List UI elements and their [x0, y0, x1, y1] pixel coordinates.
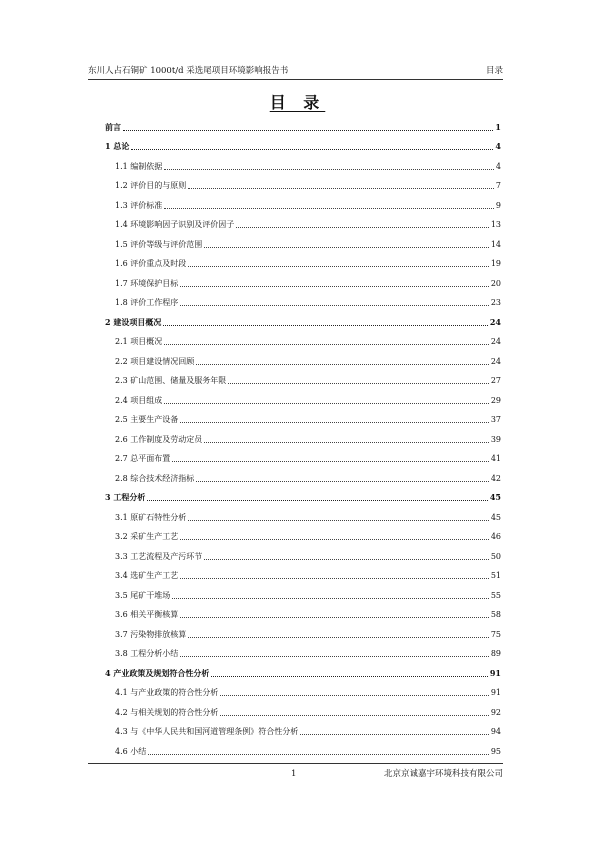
toc-entry-label: 2.3 矿山范围、储量及服务年限	[115, 376, 227, 385]
toc-entry-label: 2.2 项目建设情况回顾	[115, 356, 195, 366]
toc-entry-label: 3.7 污染物排放核算	[115, 629, 187, 639]
header-divider	[88, 79, 503, 80]
toc-entry-page-number: 75	[490, 629, 501, 639]
toc-entry-label: 2.5 主要生产设备	[115, 415, 179, 424]
dot-leader	[204, 247, 489, 248]
dot-leader	[148, 754, 489, 755]
toc-entry-page-number: 92	[490, 707, 501, 717]
dot-leader	[300, 734, 489, 735]
dot-leader	[147, 500, 488, 501]
dot-leader	[180, 422, 489, 423]
toc-entry-page-number: 24	[490, 356, 501, 366]
toc-entry-label: 4.3 与《中华人民共和国河道管理条例》符合性分析	[115, 727, 299, 736]
toc-entry-label: 1.6 评价重点及时段	[115, 259, 187, 268]
toc-entry-page-number: 91	[490, 688, 501, 697]
dot-leader	[180, 617, 489, 618]
toc-entry-label: 1.4 环境影响因子识别及评价因子	[115, 220, 235, 229]
toc-entry-label: 2.1 项目概况	[115, 337, 163, 346]
toc-section-entry[interactable]	[105, 679, 501, 699]
toc-entry-page-number: 1	[495, 121, 501, 132]
toc-entry-page-number: 55	[490, 590, 501, 600]
toc-section-entry[interactable]	[105, 211, 501, 231]
page-header	[88, 64, 503, 78]
dot-leader	[164, 208, 494, 209]
toc-entry-page-number: 51	[490, 571, 501, 580]
footer-divider	[88, 763, 503, 764]
dot-leader	[180, 578, 489, 579]
header-section-label: 目录	[485, 66, 503, 76]
toc-section-entry[interactable]	[105, 289, 501, 309]
toc-section-entry[interactable]	[105, 386, 501, 406]
toc-section-entry[interactable]	[105, 698, 501, 718]
toc-entry-page-number: 94	[490, 727, 501, 736]
dot-leader	[172, 598, 489, 599]
toc-section-entry[interactable]	[105, 269, 501, 289]
toc-entry-label: 3.4 选矿生产工艺	[115, 571, 179, 580]
dot-leader	[164, 344, 489, 345]
dot-leader	[188, 188, 494, 189]
toc-section-entry[interactable]	[105, 406, 501, 426]
dot-leader	[196, 481, 489, 482]
dot-leader	[180, 539, 489, 540]
toc-entry-label: 4.1 与产业政策的符合性分析	[115, 688, 219, 697]
toc-entry-page-number: 20	[490, 278, 501, 288]
dot-leader	[180, 286, 489, 287]
dot-leader	[164, 403, 489, 404]
toc-entry-page-number: 37	[490, 415, 501, 424]
toc-entry-label: 3.3 工艺流程及产污环节	[115, 551, 203, 561]
toc-entry-label: 4 产业政策及规划符合性分析	[105, 667, 210, 678]
dot-leader	[236, 227, 489, 228]
toc-section-entry[interactable]	[105, 191, 501, 211]
toc-section-entry[interactable]	[105, 737, 501, 757]
toc-entry-page-number: 89	[490, 649, 501, 658]
toc-entry-page-number: 45	[490, 512, 501, 522]
footer-page-number: 1	[291, 769, 297, 779]
toc-entry-page-number: 91	[489, 667, 501, 678]
toc-entry-page-number: 27	[490, 376, 501, 385]
toc-entry-label: 2.6 工作制度及劳动定员	[115, 434, 203, 444]
toc-chapter-entry[interactable]	[105, 663, 501, 679]
toc-entry-page-number: 29	[490, 395, 501, 405]
toc-entry-label: 3.2 采矿生产工艺	[115, 532, 179, 541]
toc-section-entry[interactable]	[105, 640, 501, 660]
toc-chapter-entry[interactable]	[105, 117, 501, 133]
header-document-title: 东川人占石铜矿 1000t/d 采选尾项目环境影响报告书	[88, 66, 289, 76]
toc-section-entry[interactable]	[105, 445, 501, 465]
toc-section-entry[interactable]	[105, 464, 501, 484]
toc-entry-label: 1.3 评价标准	[115, 200, 163, 210]
toc-entry-page-number: 58	[490, 610, 501, 619]
dot-leader	[228, 383, 489, 384]
toc-entry-page-number: 13	[490, 220, 501, 229]
toc-entry-page-number: 23	[490, 298, 501, 307]
toc-section-entry[interactable]	[105, 367, 501, 387]
toc-section-entry[interactable]	[105, 328, 501, 348]
page-footer	[88, 767, 503, 781]
dot-leader	[204, 442, 489, 443]
toc-entry-label: 2.8 综合技术经济指标	[115, 473, 195, 483]
toc-section-entry[interactable]	[105, 718, 501, 738]
toc-entry-page-number: 45	[489, 492, 501, 502]
toc-entry-label: 3.6 相关平衡核算	[115, 610, 179, 619]
footer-company-name: 北京京诚嘉宇环境科技有限公司	[383, 769, 503, 779]
toc-entry-page-number: 19	[490, 259, 501, 268]
toc-section-entry[interactable]	[105, 562, 501, 582]
table-of-contents	[105, 117, 501, 757]
dot-leader	[164, 169, 494, 170]
toc-entry-page-number: 24	[490, 337, 501, 346]
dot-leader	[196, 364, 489, 365]
toc-chapter-entry[interactable]	[105, 488, 501, 504]
toc-entry-page-number: 24	[489, 316, 501, 327]
toc-entry-label: 1 总论	[105, 141, 130, 151]
toc-section-entry[interactable]	[105, 172, 501, 192]
toc-entry-label: 1.7 环境保护目标	[115, 278, 179, 288]
toc-entry-page-number: 9	[495, 200, 501, 210]
dot-leader	[163, 325, 488, 326]
toc-entry-label: 3.8 工程分析小结	[115, 649, 179, 658]
toc-section-entry[interactable]	[105, 620, 501, 640]
toc-entry-page-number: 7	[495, 181, 501, 190]
toc-section-entry[interactable]	[105, 230, 501, 250]
toc-entry-label: 4.6 小结	[115, 746, 147, 756]
toc-entry-label: 3 工程分析	[105, 492, 146, 502]
toc-entry-page-number: 39	[490, 434, 501, 444]
dot-leader	[172, 461, 489, 462]
toc-chapter-entry[interactable]	[105, 312, 501, 328]
toc-entry-label: 3.5 尾矿干堆场	[115, 590, 171, 600]
dot-leader	[188, 520, 489, 521]
toc-entry-label: 2.7 总平面布置	[115, 454, 171, 463]
toc-section-entry[interactable]	[105, 250, 501, 270]
dot-leader	[180, 305, 489, 306]
dot-leader	[188, 637, 489, 638]
toc-entry-page-number: 95	[490, 746, 501, 756]
toc-section-entry[interactable]	[105, 601, 501, 621]
toc-entry-page-number: 14	[490, 239, 501, 249]
toc-section-entry[interactable]	[105, 503, 501, 523]
toc-chapter-entry[interactable]	[105, 137, 501, 153]
dot-leader	[188, 266, 489, 267]
dot-leader	[204, 559, 489, 560]
toc-entry-label: 3.1 原矿石特性分析	[115, 512, 187, 522]
dot-leader	[123, 130, 493, 131]
dot-leader	[131, 149, 493, 150]
dot-leader	[211, 676, 488, 677]
toc-section-entry[interactable]	[105, 523, 501, 543]
toc-title: 目 录	[269, 93, 326, 112]
toc-section-entry[interactable]	[105, 581, 501, 601]
toc-entry-page-number: 42	[490, 473, 501, 483]
toc-section-entry[interactable]	[105, 347, 501, 367]
toc-entry-label: 1.2 评价目的与原则	[115, 181, 187, 190]
toc-entry-label: 1.5 评价等级与评价范围	[115, 239, 203, 249]
toc-section-entry[interactable]	[105, 425, 501, 445]
toc-entry-page-number: 50	[490, 551, 501, 561]
toc-section-entry[interactable]	[105, 152, 501, 172]
dot-leader	[220, 695, 489, 696]
toc-entry-label: 2 建设项目概况	[105, 316, 162, 327]
toc-entry-page-number: 46	[490, 532, 501, 541]
toc-entry-label: 4.2 与相关规划的符合性分析	[115, 707, 219, 717]
toc-entry-label: 1.1 编制依据	[115, 161, 163, 171]
toc-section-entry[interactable]	[105, 542, 501, 562]
dot-leader	[220, 715, 489, 716]
dot-leader	[180, 656, 489, 657]
toc-entry-page-number: 4	[495, 161, 501, 171]
toc-entry-label: 1.8 评价工作程序	[115, 298, 179, 307]
toc-entry-page-number: 41	[490, 454, 501, 463]
toc-entry-page-number: 4	[495, 141, 501, 151]
toc-entry-label: 2.4 项目组成	[115, 395, 163, 405]
toc-entry-label: 前言	[105, 121, 121, 132]
